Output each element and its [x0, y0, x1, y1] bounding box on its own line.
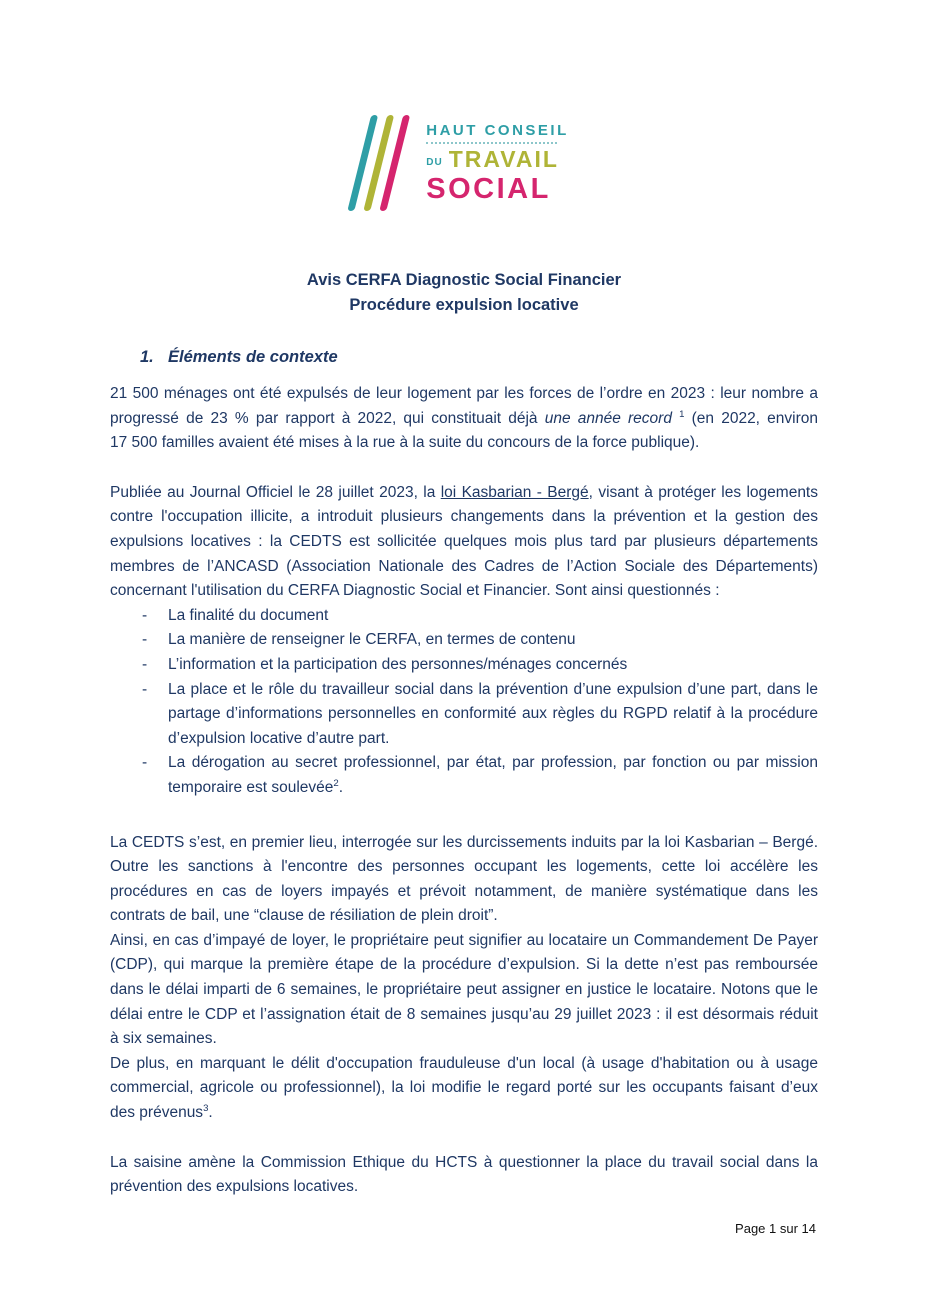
paragraph-cedts-durcissements: La CEDTS s’est, en premier lieu, interrogée sur les durcissements induits par la loi Kasbarian – Bergé. Outre les sanctions à l'encontre des personnes occupant les logements, cette loi accélère les procédures en cas de loyers impayés et prévoit notamment, de manière systématique dans les contrats de bail, une “clause de résiliation de plein droit”. [110, 833, 818, 925]
document-body [110, 215, 818, 1200]
section-heading [110, 345, 818, 370]
questions-bullet-list [110, 604, 818, 801]
logo-haut-conseil: HAUT CONSEIL [426, 122, 569, 139]
bullet-dash: - [142, 606, 148, 624]
title-line-2: Procédure expulsion locative [349, 296, 579, 314]
bullet-text: L’information et la participation des personnes/ménages concernés [168, 655, 628, 673]
page-number: Page 1 sur 14 [735, 1221, 816, 1236]
logo-bars-icon [347, 115, 410, 213]
bullet-dash: - [142, 680, 148, 698]
hcts-logo [0, 0, 928, 215]
bullet-item-finalite [110, 604, 818, 629]
logo-dotted-divider [426, 142, 557, 144]
section-heading-label: Éléments de contexte [168, 348, 338, 366]
paragraph-commandement-de-payer: Ainsi, en cas d’impayé de loyer, le propriétaire peut signifier au locataire un Commandement De Payer (CDP), qui marque la première étape de la procédure d’expulsion. Si la dette n’est pas remboursée dans le délai imparti de 6 semaines, le propriétaire peut assigner en justice le locataire. Notons que le délai entre le CDP et l’assignation était de 8 semaines jusqu’au 29 juillet 2023 : il est désormais réduit à six semaines. [110, 931, 818, 1048]
title-line-1: Avis CERFA Diagnostic Social Financier [306, 271, 622, 289]
logo-travail: TRAVAIL [448, 146, 559, 172]
bullet-text: La finalité du document [168, 606, 329, 624]
bullet-text: La place et le rôle du travailleur social dans la prévention d’une expulsion d’une part, dans le partage d’informations personnelles en conformité aux règles du RGPD relatif à la procédure d’expulsion locative d’autre part. [168, 680, 818, 747]
logo-social: SOCIAL [426, 173, 551, 205]
logo-du: DU [426, 157, 443, 168]
bullet-item-derogation [110, 751, 818, 800]
paragraph-loi-kasbarian: Publiée au Journal Officiel le 28 juillet 2023, la loi Kasbarian - Bergé, visant à protéger les logements contre l'occupation illicite, a introduit plusieurs changements dans la prévention et la gestion des expulsions locatives : la CEDTS est sollicitée quelques mois plus tard par plusieurs départements membres de l’ANCASD (Association Nationale des Cadres de l’Action Sociale des Départements) concernant l'utilisation du CERFA Diagnostic Social et Financier. Sont ainsi questionnés : [110, 483, 818, 600]
logo-text [426, 113, 569, 204]
bullet-dash: - [142, 655, 148, 673]
bullet-text: La manière de renseigner le CERFA, en termes de contenu [168, 631, 576, 649]
bullet-item-place-role [110, 678, 818, 752]
section-number: 1. [140, 348, 154, 366]
bullet-dash: - [142, 754, 148, 772]
paragraph-saisine-hcts: La saisine amène la Commission Ethique du HCTS à questionner la place du travail social dans la prévention des expulsions locatives. [110, 1153, 818, 1196]
document-title [110, 268, 818, 318]
paragraph-context-stats: 21 500 ménages ont été expulsés de leur logement par les forces de l’ordre en 2023 : leur nombre a progressé de 23 % par rapport à 2022, qui constituait déjà une année record $^1$ (en 2022, environ 17 500 familles avaient été mises à la rue à la suite du concours de la force publique). [110, 385, 818, 452]
bullet-dash: - [142, 631, 148, 649]
paragraph-delit-occupation: De plus, en marquant le délit d'occupation frauduleuse d'un local (à usage d'habitation ou à usage commercial, agricole ou professionnel), la loi modifie le regard porté sur les occupants faisant d’eux des prévenus$^3$. [110, 1054, 818, 1122]
bullet-item-information [110, 653, 818, 678]
bullet-item-maniere [110, 628, 818, 653]
bullet-text: La dérogation au secret professionnel, par état, par profession, par fonction ou par mission temporaire est soulevée$^2$. [168, 754, 818, 796]
